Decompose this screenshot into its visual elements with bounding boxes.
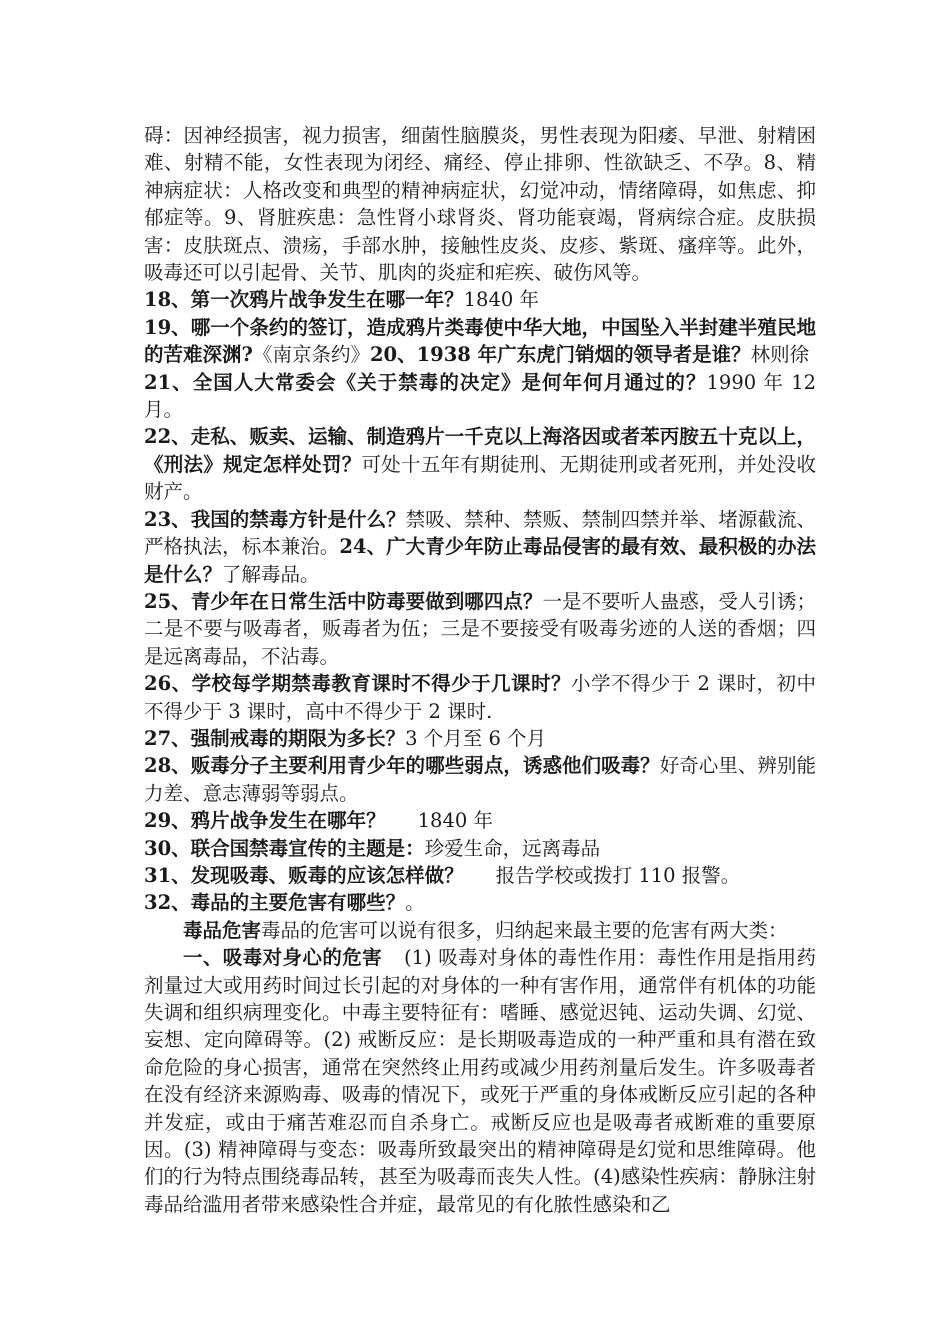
qa-item-19-20 — [144, 314, 816, 369]
answer-text: 一是不要听人蛊惑，受人引诱；二是不要与吸毒者，贩毒者为伍；三是不要接受有吸毒劣迹的人送的香烟；四是远离毒品，不沾毒。 — [144, 589, 816, 668]
question-text: 27、强制戒毒的期限为多长？ — [144, 726, 406, 750]
question-text: 28、贩毒分子主要利用青少年的哪些弱点，诱惑他们吸毒？ — [144, 754, 660, 778]
section-body-text: (1) 吸毒对身体的毒性作用：毒性作用是指用药剂量过大或用药时间过长引起的对身体的一种有害作用，通常伴有机体的功能失调和组织病理变化。中毒主要特征有：嗜睡、感觉迟钝、运动失调、幻觉、妄想、定向障碍等。(2) 戒断反应：是长期吸毒造成的一种严重和具有潜在致命危险的身心损害，通常在突然终止用药或减少用药剂量后发生。许多吸毒者在没有经济来源购毒、吸毒的情况下，或死于严重的身体戒断反应引起的各种并发症，或由于痛苦难忍而自杀身亡。戒断反应也是吸毒者戒断难的重要原因。(3) 精神障碍与变态：吸毒所致最突出的精神障碍是幻觉和思维障碍。他们的行为特点围绕毒品转，甚至为吸毒而丧失人性。(4)感染性疾病：静脉注射毒品给滥用者带来感染性合并症，最常见的有化脓性感染和乙 — [144, 946, 816, 1216]
document-body — [144, 122, 816, 1218]
answer-text: 了解毒品。 — [222, 562, 320, 586]
answer-text: 珍爱生命，远离毒品 — [424, 836, 601, 860]
question-text: 24、广大青少年防止毒品侵害的最有效、最积极的办法是什么？ — [144, 535, 816, 586]
question-text: 25、青少年在日常生活中防毒要做到哪四点？ — [144, 589, 543, 613]
answer-text: 好奇心里、辨别能力差、意志薄弱等弱点。 — [144, 754, 816, 805]
question-text: 31、发现吸毒、贩毒的应该怎样做？ — [144, 863, 464, 887]
qa-item-22 — [144, 423, 816, 505]
question-text: 19、哪一个条约的签订，造成鸦片类毒使中华大地，中国坠入半封建半殖民地的苦难深渊? — [144, 315, 816, 367]
qa-item-25 — [144, 588, 816, 670]
qa-item-23-24 — [144, 506, 816, 588]
qa-item-31 — [144, 862, 816, 889]
answer-text: 可处十五年有期徒刑、无期徒刑或者死刑，并处没收财产。 — [144, 452, 816, 504]
intro-paragraph — [144, 122, 816, 286]
answer-text: 。 — [405, 891, 425, 915]
section-paragraph — [144, 944, 816, 1218]
qa-item-30 — [144, 835, 816, 862]
answer-text: 1840 年 — [463, 288, 539, 312]
answer-text: 小学不得少于 2 课时，初中不得少于 3 课时，高中不得少于 2 课时. — [144, 672, 816, 723]
question-text: 20、1938 年广东虎门销烟的领导者是谁？ — [369, 343, 751, 367]
qa-item-21 — [144, 369, 816, 424]
qa-item-28 — [144, 752, 816, 807]
answer-text: 1990 年 12 月。 — [144, 370, 817, 422]
answer-text: 1840 年 — [417, 809, 493, 833]
section-heading: 一、吸毒对身心的危害 — [183, 946, 383, 970]
question-text: 21、全国人大常委会《关于禁毒的决定》是何年何月通过的？ — [144, 370, 707, 394]
answer-text: 《南京条约》 — [252, 343, 370, 367]
question-text: 29、鸦片战争发生在哪年？ — [144, 809, 386, 833]
answer-text: 报告学校或拨打 110 报警。 — [495, 863, 741, 887]
question-text: 23、我国的禁毒方针是什么？ — [144, 507, 406, 531]
question-text: 26、学校每学期禁毒教育课时不得少于几课时？ — [144, 672, 572, 696]
qa-item-26 — [144, 670, 816, 725]
intro-text: 碍：因神经损害，视力损害，细菌性脑膜炎，男性表现为阳痿、早泄、射精困难、射精不能，女性表现为闭经、痛经、停止排卵、性欲缺乏、不孕。8、精神病症状：人格改变和典型的精神病症状，幻觉冲动，情绪障碍，如焦虑、抑郁症等。9、肾脏疾患：急性肾小球肾炎、肾功能衰竭，肾病综合症。皮肤损害：皮肤斑点、溃疡，手部水肿，接触性皮炎、皮疹、紫斑、瘙痒等。此外，吸毒还可以引起骨、关节、肌肉的炎症和疟疾、破伤风等。 — [144, 124, 816, 285]
answer-text: 3 个月至 6 个月 — [405, 726, 547, 750]
harm-paragraph — [144, 917, 816, 944]
qa-item-27 — [144, 725, 816, 752]
question-text: 30、联合国禁毒宣传的主题是： — [144, 836, 425, 860]
answer-text: 禁吸、禁种、禁贩、禁制四禁并举、堵源截流、严格执法，标本兼治。 — [144, 507, 816, 559]
harm-intro-text: 毒品的危害可以说有很多，归纳起来最主要的危害有两大类： — [261, 918, 788, 942]
question-text: 32、毒品的主要危害有哪些？ — [144, 891, 406, 915]
question-text: 22、走私、贩卖、运输、制造鸦片一千克以上海洛因或者苯丙胺五十克以上，《刑法》规定怎样处罚？ — [144, 425, 816, 476]
qa-item-29 — [144, 807, 816, 834]
harm-heading: 毒品危害 — [183, 918, 262, 942]
qa-item-32 — [144, 889, 816, 916]
question-text: 18、第一次鸦片战争发生在哪一年？ — [144, 288, 464, 312]
answer-text: 林则徐 — [750, 343, 810, 367]
qa-item-18 — [144, 286, 816, 313]
